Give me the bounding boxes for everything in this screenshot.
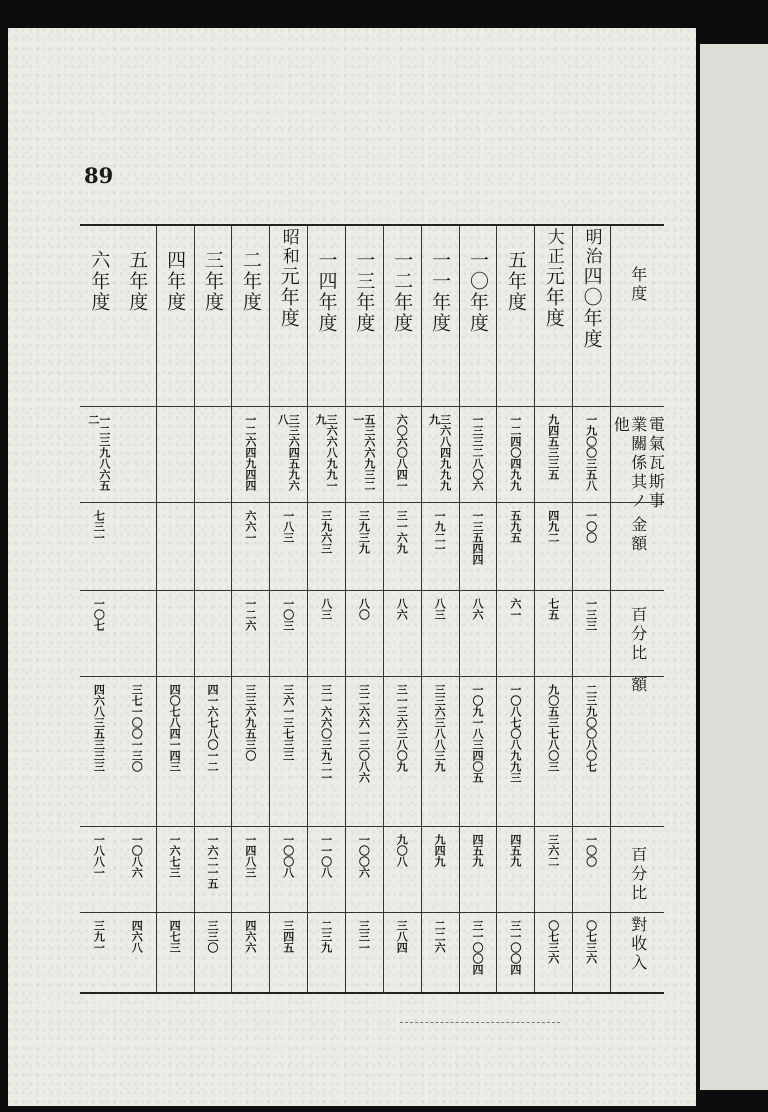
- table-column: [421, 226, 460, 992]
- value-text: 一九〇〇三五八: [584, 414, 598, 491]
- value-cell: [421, 414, 459, 494]
- value-cell: [459, 834, 497, 904]
- value-cell: [383, 834, 421, 904]
- value-cell: [194, 834, 232, 904]
- value-text: 五九五: [508, 510, 522, 543]
- value-cell: [307, 834, 345, 904]
- value-text: 一〇七: [92, 598, 106, 631]
- value-cell: [156, 684, 194, 818]
- value-text: 八三: [433, 598, 447, 620]
- year-cell: [421, 250, 459, 420]
- value-cell: [534, 684, 572, 818]
- value-text: 一二三九八六五二: [86, 414, 111, 491]
- value-text: 一〇八七〇八九九三: [508, 684, 522, 783]
- table-column: [231, 226, 270, 992]
- value-cell: [496, 598, 534, 668]
- value-cell: [269, 920, 307, 984]
- value-cell: [534, 598, 572, 668]
- value-cell: [459, 684, 497, 818]
- value-cell: [231, 684, 269, 818]
- table-column: [194, 226, 233, 992]
- value-text: 一二六四九四四: [243, 414, 257, 491]
- bottom-dash-line: [400, 1022, 560, 1023]
- value-cell: [496, 684, 534, 818]
- value-cell: [118, 598, 156, 668]
- value-cell: [231, 834, 269, 904]
- value-cell: [572, 598, 610, 668]
- header-label: 百分比: [628, 846, 648, 903]
- value-text: 九〇八: [395, 834, 409, 867]
- year-cell: [307, 250, 345, 420]
- value-text: 一〇〇八: [281, 834, 295, 878]
- header-cell: [611, 266, 665, 416]
- year-cell: [345, 250, 383, 420]
- value-text: 八〇: [357, 598, 371, 620]
- value-cell: [383, 598, 421, 668]
- value-cell: [231, 920, 269, 984]
- value-cell: [194, 598, 232, 668]
- table-column: [269, 226, 308, 992]
- value-text: 三三六三八八三九: [433, 684, 447, 772]
- value-text: 三八四: [395, 920, 409, 953]
- value-text: 三一〇〇四: [470, 920, 484, 975]
- value-cell: [118, 834, 156, 904]
- value-text: 三六一三七三三: [281, 684, 295, 761]
- statistics-table: [80, 224, 664, 994]
- value-text: 三二六六一三〇八六: [357, 684, 371, 783]
- value-text: 四一六七八〇一二: [205, 684, 219, 772]
- value-text: 一六二一五: [205, 834, 219, 889]
- value-text: 一三三: [584, 598, 598, 631]
- value-text: 四六八: [130, 920, 144, 953]
- value-text: 五三六六九三二一: [351, 414, 376, 491]
- value-cell: [572, 684, 610, 818]
- value-cell: [345, 684, 383, 818]
- value-cell: [345, 510, 383, 582]
- value-cell: [572, 414, 610, 494]
- value-cell: [269, 598, 307, 668]
- value-cell: [80, 834, 118, 904]
- value-cell: [383, 920, 421, 984]
- value-cell: [307, 510, 345, 582]
- value-text: 三六八四九九九九: [427, 414, 452, 491]
- value-cell: [345, 414, 383, 494]
- table-column: [383, 226, 422, 992]
- value-text: 九四九: [433, 834, 447, 867]
- value-text: 一〇九一八三四〇五: [470, 684, 484, 783]
- value-text: 三六六八九九一九: [314, 414, 339, 491]
- value-text: 四七三: [168, 920, 182, 953]
- value-cell: [383, 510, 421, 582]
- value-cell: [496, 414, 534, 494]
- value-cell: [194, 510, 232, 582]
- value-text: 六〇六〇八四一: [395, 414, 409, 491]
- value-cell: [80, 414, 118, 494]
- era-text: 明治: [581, 228, 602, 266]
- value-text: 七五: [546, 598, 560, 620]
- value-cell: [383, 414, 421, 494]
- year-text: 元年度: [542, 266, 565, 329]
- value-text: 一〇三: [281, 598, 295, 631]
- value-cell: [80, 684, 118, 818]
- value-cell: [156, 510, 194, 582]
- value-text: 六六一: [243, 510, 257, 543]
- value-cell: [194, 684, 232, 818]
- year-cell: [156, 250, 194, 420]
- value-text: 二三九〇〇八〇七: [584, 684, 598, 772]
- value-cell: [80, 598, 118, 668]
- value-text: 一〇〇: [584, 834, 598, 867]
- value-cell: [118, 510, 156, 582]
- value-cell: [572, 920, 610, 984]
- value-cell: [459, 598, 497, 668]
- value-text: 三九六三: [319, 510, 333, 554]
- value-cell: [118, 684, 156, 818]
- table-column: [156, 226, 195, 992]
- value-cell: [269, 414, 307, 494]
- value-cell: [156, 598, 194, 668]
- value-cell: [80, 510, 118, 582]
- table-column: [80, 226, 118, 992]
- value-cell: [80, 920, 118, 984]
- value-cell: [231, 510, 269, 582]
- table-column: [345, 226, 384, 992]
- value-cell: [421, 510, 459, 582]
- table-column: [534, 226, 573, 992]
- value-cell: [496, 510, 534, 582]
- value-cell: [307, 414, 345, 494]
- value-text: 一九二一: [433, 510, 447, 554]
- value-text: 九四五三三五: [546, 414, 560, 480]
- year-text: 一二年度: [391, 250, 414, 334]
- value-text: 〇七三六: [546, 920, 560, 964]
- year-text: 二年度: [239, 250, 262, 313]
- value-cell: [345, 598, 383, 668]
- value-text: 一〇〇: [584, 510, 598, 543]
- year-text: 四年度: [164, 250, 187, 313]
- table-column: [459, 226, 498, 992]
- value-text: 三九一: [92, 920, 106, 953]
- header-label: 電氣瓦斯事業關係其ノ他: [611, 416, 666, 511]
- value-cell: [383, 684, 421, 818]
- value-cell: [307, 684, 345, 818]
- value-text: 八六: [470, 598, 484, 620]
- year-cell: [118, 250, 156, 420]
- year-text: 四〇年度: [580, 266, 603, 350]
- value-text: 四五九: [508, 834, 522, 867]
- value-text: 四五九: [470, 834, 484, 867]
- header-cell: [611, 846, 665, 906]
- value-text: 二二六: [433, 920, 447, 953]
- value-text: 三一〇〇四: [508, 920, 522, 975]
- value-cell: [534, 834, 572, 904]
- value-text: 七三一: [92, 510, 106, 543]
- year-text: 六年度: [88, 250, 111, 313]
- year-cell: [194, 250, 232, 420]
- header-cell: [611, 916, 665, 992]
- value-cell: [459, 920, 497, 984]
- value-cell: [269, 684, 307, 818]
- year-text: 五年度: [504, 250, 527, 313]
- year-cell: [496, 250, 534, 420]
- value-cell: [307, 598, 345, 668]
- value-text: 八六: [395, 598, 409, 620]
- value-cell: [345, 920, 383, 984]
- year-text: 一一年度: [429, 250, 452, 334]
- value-text: 四六六: [243, 920, 257, 953]
- value-text: 一三三二八〇六: [470, 414, 484, 491]
- value-text: 一二六: [243, 598, 257, 631]
- year-text: 一三年度: [353, 250, 376, 334]
- value-text: 四〇七八四一四三: [168, 684, 182, 772]
- value-text: 三三六九五三〇: [243, 684, 257, 761]
- header-label: 金額: [628, 516, 648, 554]
- value-text: 三九三九: [357, 510, 371, 554]
- value-cell: [345, 834, 383, 904]
- value-cell: [194, 920, 232, 984]
- table-column: [307, 226, 346, 992]
- value-cell: [307, 920, 345, 984]
- value-cell: [421, 920, 459, 984]
- value-cell: [496, 834, 534, 904]
- value-cell: [118, 920, 156, 984]
- header-cell: [611, 606, 665, 676]
- value-text: 四六八三五三三三: [92, 684, 106, 772]
- value-text: 二三九: [319, 920, 333, 953]
- year-text: 一四年度: [315, 250, 338, 334]
- year-text: 五年度: [126, 250, 149, 313]
- table-column: [572, 226, 611, 992]
- value-text: 三三一: [357, 920, 371, 953]
- year-cell: [231, 250, 269, 420]
- value-cell: [156, 834, 194, 904]
- era-text: 昭和: [278, 228, 299, 266]
- value-cell: [496, 920, 534, 984]
- header-cell: [611, 676, 665, 826]
- header-column: [610, 226, 665, 992]
- value-text: 四九二: [546, 510, 560, 543]
- adjacent-page-edge: [700, 44, 768, 1090]
- value-text: 〇七三六: [584, 920, 598, 964]
- year-cell: [459, 250, 497, 420]
- value-cell: [534, 414, 572, 494]
- year-cell: [269, 266, 307, 436]
- value-cell: [534, 510, 572, 582]
- year-text: 三年度: [201, 250, 224, 313]
- value-text: 八三: [319, 598, 333, 620]
- value-cell: [118, 414, 156, 494]
- value-text: 三四五: [281, 920, 295, 953]
- value-cell: [269, 834, 307, 904]
- year-cell: [383, 250, 421, 420]
- value-cell: [572, 834, 610, 904]
- value-cell: [534, 920, 572, 984]
- value-text: 一〇〇六: [357, 834, 371, 878]
- value-cell: [421, 684, 459, 818]
- value-cell: [459, 510, 497, 582]
- value-text: 一六七三: [168, 834, 182, 878]
- value-text: 三一六九: [395, 510, 409, 554]
- value-text: 九〇五三七八〇三: [546, 684, 560, 772]
- header-label: 年度: [628, 266, 648, 304]
- year-text: 元年度: [277, 266, 300, 329]
- value-text: 三三六四五九六八: [276, 414, 301, 491]
- value-cell: [572, 510, 610, 582]
- header-label: 額: [628, 676, 648, 695]
- value-text: 一一〇八: [319, 834, 333, 878]
- header-label: 百分比: [628, 606, 648, 663]
- value-text: 三六二: [546, 834, 560, 867]
- header-label: 對收入: [628, 916, 648, 973]
- table-column: [118, 226, 157, 992]
- value-text: 三一三六三八〇九: [395, 684, 409, 772]
- year-cell: [572, 266, 610, 436]
- value-text: 一四八三: [243, 834, 257, 878]
- value-text: 三七一〇〇一三〇: [130, 684, 144, 772]
- value-cell: [156, 920, 194, 984]
- value-text: 一八三: [281, 510, 295, 543]
- header-cell: [611, 416, 665, 512]
- value-text: 一〇八六: [130, 834, 144, 878]
- page-number: 89: [84, 163, 114, 188]
- value-text: 三一六六〇三九二一: [319, 684, 333, 783]
- table-column: [496, 226, 535, 992]
- value-text: 三三〇: [205, 920, 219, 953]
- value-cell: [459, 414, 497, 494]
- value-cell: [269, 510, 307, 582]
- value-text: 六一: [508, 598, 522, 620]
- value-cell: [156, 414, 194, 494]
- value-text: 一八八一: [92, 834, 106, 878]
- value-cell: [231, 414, 269, 494]
- value-cell: [231, 598, 269, 668]
- year-text: 一〇年度: [466, 250, 489, 334]
- year-cell: [80, 250, 118, 420]
- value-cell: [194, 414, 232, 494]
- value-text: 一二四〇四九九: [508, 414, 522, 491]
- value-cell: [421, 834, 459, 904]
- year-cell: [534, 266, 572, 436]
- era-text: 大正: [543, 228, 564, 266]
- value-cell: [421, 598, 459, 668]
- value-text: 一三五四四: [470, 510, 484, 565]
